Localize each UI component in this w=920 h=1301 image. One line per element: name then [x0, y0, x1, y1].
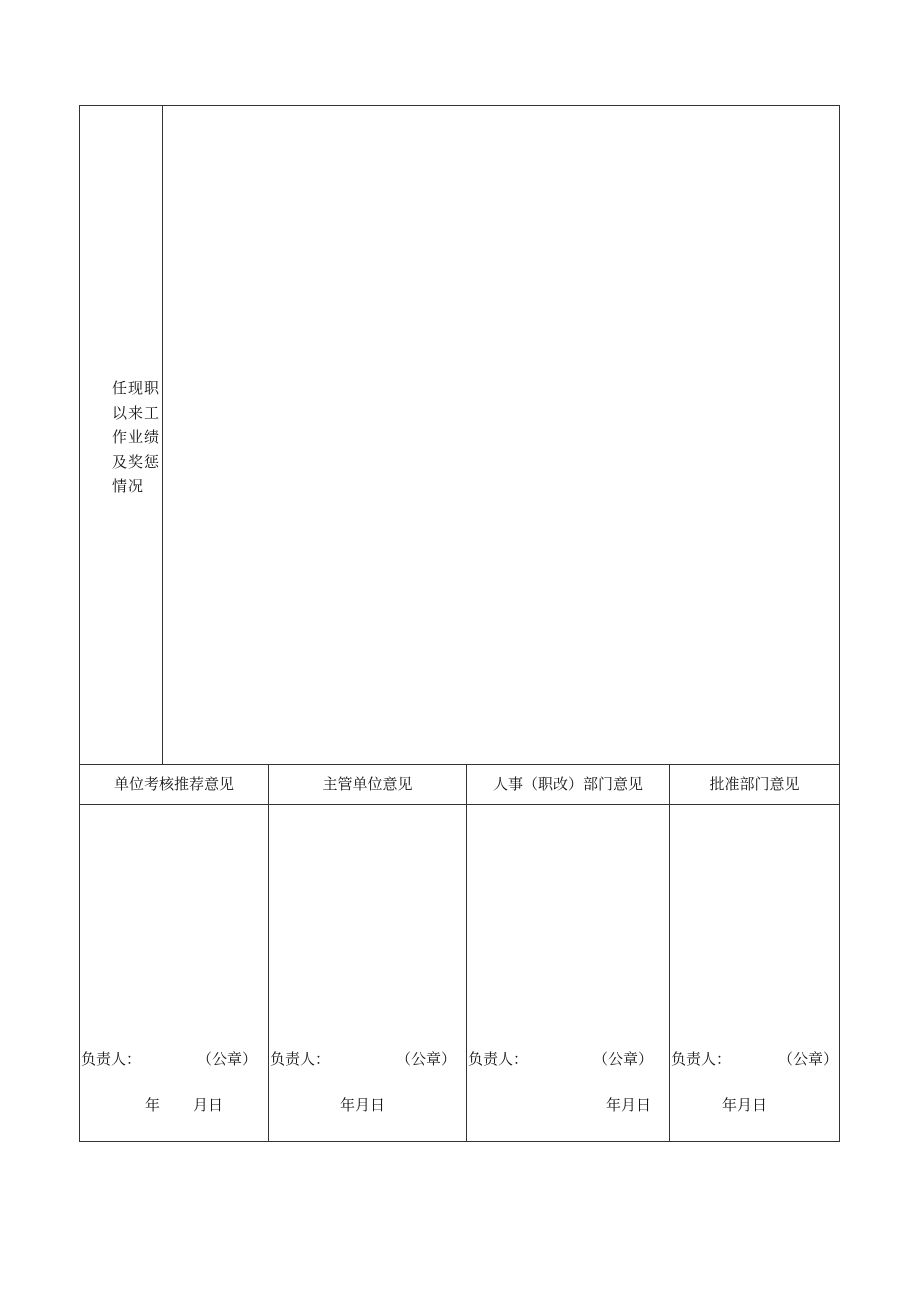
date-label: 年月日 — [722, 1096, 768, 1114]
date-month-day-label: 月日 — [193, 1096, 224, 1114]
achievement-label-line: 情况 — [112, 477, 145, 495]
unit-assessment-header: 单位考核推荐意见 — [113, 775, 234, 793]
unit-assessment-opinion-cell[interactable] — [80, 805, 268, 1045]
achievement-row-label — [112, 376, 168, 499]
responsible-person-label: 负责人： — [270, 1050, 331, 1068]
date-label: 年月日 — [340, 1096, 386, 1114]
responsible-person-label: 负责人： — [81, 1050, 142, 1068]
achievement-label-line: 及奖惩 — [112, 452, 161, 471]
achievement-label-line: 作业绩 — [112, 428, 161, 446]
date-label: 年月日 — [606, 1096, 652, 1114]
personnel-department-header: 人事（职改）部门意见 — [492, 775, 643, 793]
supervising-unit-header: 主管单位意见 — [322, 775, 413, 793]
achievement-content-cell[interactable] — [164, 107, 838, 763]
official-seal-label: （公章） — [396, 1050, 457, 1068]
approving-department-header: 批准部门意见 — [709, 775, 800, 793]
achievement-label-line: 以来工 — [112, 403, 161, 422]
official-seal-label: （公章） — [197, 1050, 258, 1068]
personnel-department-opinion-cell[interactable] — [467, 805, 669, 1045]
responsible-person-label: 负责人： — [468, 1050, 529, 1068]
official-seal-label: （公章） — [593, 1050, 654, 1068]
achievement-label-line: 任现职 — [112, 379, 161, 397]
official-seal-label: （公章） — [778, 1050, 839, 1068]
supervising-unit-opinion-cell[interactable] — [269, 805, 466, 1045]
date-year-label: 年 — [145, 1096, 161, 1114]
responsible-person-label: 负责人： — [671, 1050, 732, 1068]
approving-department-opinion-cell[interactable] — [670, 805, 839, 1045]
